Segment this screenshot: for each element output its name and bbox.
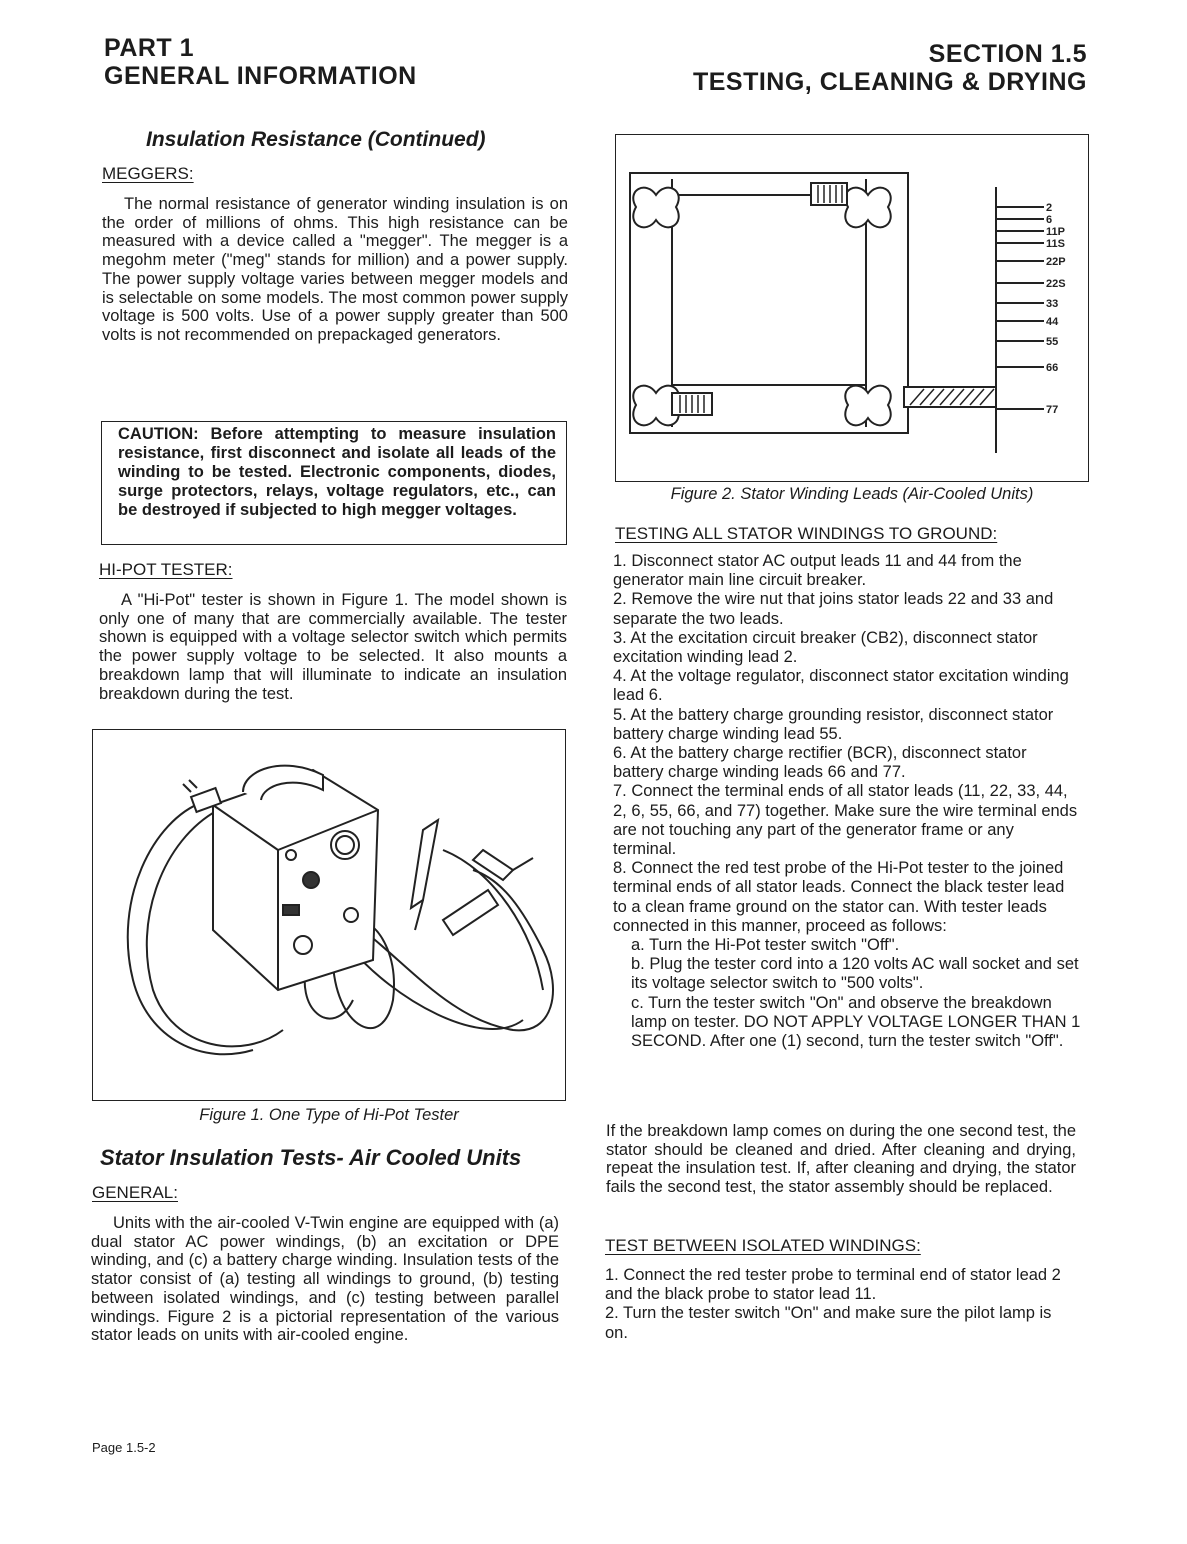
- lead-label: 55: [1046, 336, 1059, 348]
- isolated-step: 2. Turn the tester switch "On" and make sure the pilot lamp is on.: [605, 1304, 1052, 1342]
- part-line: PART 1: [104, 34, 195, 62]
- stator-tests-heading: Stator Insulation Tests- Air Cooled Units: [100, 1145, 522, 1170]
- hipot-paragraph: A "Hi-Pot" tester is shown in Figure 1. The model shown is only one of many that are commercially available. The tester shown is equipped with a voltage selector switch which permits the power supply voltage to be selected. It also mounts a breakdown lamp that will illuminate to indicate an insulation breakdown during the test.: [99, 591, 567, 703]
- section-header: [693, 40, 1087, 96]
- ground-substeps: [631, 936, 1081, 1051]
- lead-label: 2: [1046, 202, 1053, 214]
- general-paragraph: Units with the air-cooled V-Twin engine are equipped with (a) dual stator AC power windings, (b) an excitation or DPE winding, and (c) a battery charge winding. Insulation tests of the stator consist of (a) testing all windings to ground, (b) testing between isolated windings, and (c) testing between parallel windings. Figure 2 is a pictorial representation of the various stator leads on units with air-cooled engine.: [91, 1214, 559, 1345]
- caution-box: CAUTION: Before attempting to measure insulation resistance, first disconnect and isolate all leads of the winding to be tested. Electronic components, diodes, surge protectors, relays, voltage regulators, etc., can be destroyed if subjected to high megger voltages.: [101, 421, 567, 545]
- figure-1-caption: Figure 1. One Type of Hi-Pot Tester: [199, 1106, 459, 1124]
- page-number: Page 1.5-2: [92, 1440, 156, 1455]
- ground-substep: c. Turn the tester switch "On" and observe the breakdown lamp on tester. DO NOT APPLY VOLTAGE LONGER THAN 1 SECOND. After one (1) second, turn the tester switch "Off".: [631, 993, 1081, 1051]
- lead-label: 11S: [1046, 238, 1065, 250]
- isolated-test-steps: [605, 1266, 1075, 1343]
- insulation-heading: Insulation Resistance (Continued): [146, 128, 486, 151]
- lead-label: 22S: [1046, 278, 1066, 290]
- figure-2-caption: Figure 2. Stator Winding Leads (Air-Cooled Units): [670, 485, 1034, 503]
- isolated-step: 1. Connect the red tester probe to terminal end of stator lead 2 and the black probe to stator lead 11.: [605, 1266, 1061, 1304]
- part-header: [104, 34, 417, 90]
- part-title: GENERAL INFORMATION: [104, 62, 417, 90]
- section-title: TESTING, CLEANING & DRYING: [692, 68, 1087, 96]
- red-probe: [411, 820, 438, 908]
- meggers-paragraph: The normal resistance of generator winding insulation is on the order of millions of ohms. This high resistance can be measured with a device called a "megger". The megger is a megohm meter ("meg" stands for million) and a power supply. The power supply voltage varies between megger models and is selectable on some models. The most common power supply voltage is 500 volts. Use of a power supply greater than 500 volts is not recommended on prepackaged generators.: [102, 195, 568, 344]
- lead-label: 22P: [1046, 256, 1066, 268]
- figure-2-frame: [615, 134, 1089, 482]
- lead-label: 66: [1046, 362, 1059, 374]
- lead-label: 6: [1046, 214, 1053, 226]
- hipot-tester-illustration: [93, 730, 564, 1099]
- general-subheading: GENERAL:: [92, 1183, 178, 1202]
- ground-substep: b. Plug the tester cord into a 120 volts AC wall socket and set its voltage selector switch to "500 volts".: [631, 955, 1079, 993]
- tester-switch: [283, 905, 299, 915]
- black-probe: [443, 890, 498, 935]
- ground-step: 3. At the excitation circuit breaker (CB2), disconnect stator excitation winding lead 2.: [613, 628, 1038, 667]
- ground-substep: a. Turn the Hi-Pot tester switch "Off".: [631, 936, 900, 955]
- lead-label: 11P: [1046, 226, 1065, 238]
- lead-label: 44: [1046, 316, 1059, 328]
- ground-step: 7. Connect the terminal ends of all stator leads (11, 22, 33, 44, 2, 6, 55, 66, and 77) together. Make sure the wire terminal ends are not touching any part of the generator frame or any terminal.: [613, 782, 1078, 859]
- breakdown-paragraph: If the breakdown lamp comes on during the one second test, the stator should be cleaned and dried. After cleaning and drying, repeat the insulation test. If, after cleaning and drying, the stator fails the second test, the stator assembly should be replaced.: [606, 1122, 1076, 1197]
- figure-1-frame: [92, 729, 566, 1101]
- winding-loop: [633, 188, 678, 228]
- ground-step: 4. At the voltage regulator, disconnect stator excitation winding lead 6.: [613, 667, 1069, 705]
- tester-case: [213, 770, 378, 990]
- ground-step: 2. Remove the wire nut that joins stator leads 22 and 33 and separate the two leads.: [613, 590, 1054, 628]
- ground-step: 8. Connect the red test probe of the Hi-Pot tester to the joined terminal ends of all stator leads. Connect the black tester lead to a clean frame ground on the stator can. With tester leads connected in this manner, proceed as follows:: [613, 859, 1065, 935]
- ground-test-steps: [613, 552, 1081, 1051]
- section-line: SECTION 1.5: [928, 40, 1087, 68]
- ground-step: 1. Disconnect stator AC output leads 11 and 44 from the generator main line circuit breaker.: [613, 552, 1022, 590]
- voltage-selector-knob: [303, 872, 319, 888]
- stator-leads-diagram: [616, 135, 1087, 480]
- meggers-subheading: MEGGERS:: [102, 164, 194, 183]
- ground-step: 5. At the battery charge grounding resistor, disconnect stator battery charge winding lead 55.: [613, 705, 1054, 743]
- lead-label: 33: [1046, 298, 1059, 310]
- isolated-test-subheading: TEST BETWEEN ISOLATED WINDINGS:: [605, 1236, 921, 1255]
- hipot-subheading: HI-POT TESTER:: [99, 560, 233, 579]
- lead-label: 77: [1046, 404, 1059, 416]
- ground-step: 6. At the battery charge rectifier (BCR), disconnect stator battery charge winding leads 66 and 77.: [613, 744, 1027, 782]
- ground-test-subheading: TESTING ALL STATOR WINDINGS TO GROUND:: [615, 524, 998, 543]
